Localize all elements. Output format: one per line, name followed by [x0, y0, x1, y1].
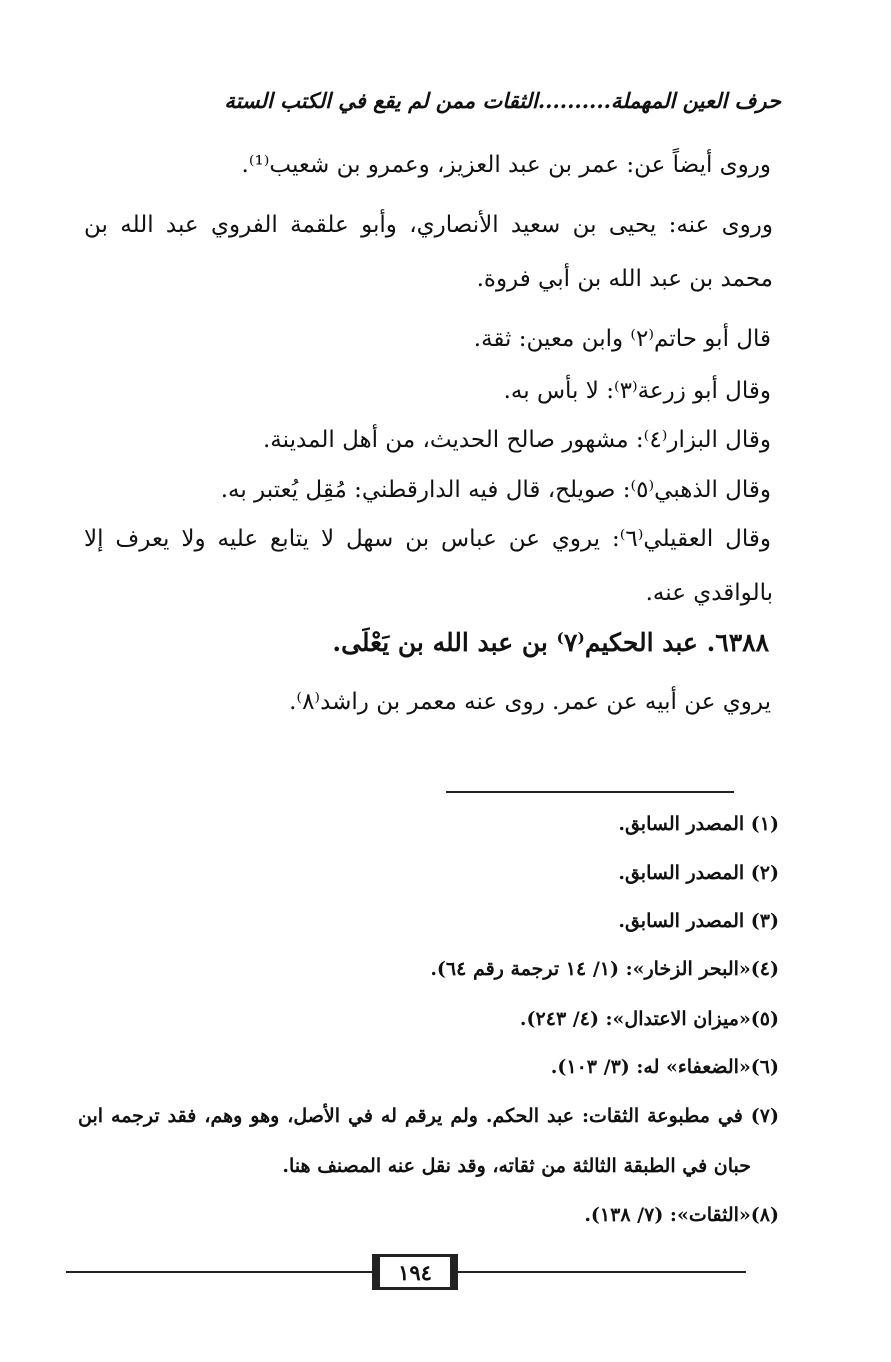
- body-line-6: وقال البزار⁽٤⁾: مشهور صالح الحديث، من أهل المدينة.: [263, 427, 771, 453]
- page-number: ١٩٤: [372, 1254, 458, 1290]
- footnote-6: (٦)«الضعفاء» له: (٣/ ١٠٣).: [550, 1056, 779, 1078]
- body-line-2: وروى عنه: يحيى بن سعيد الأنصاري، وأبو علقمة الفروي عبد الله بن: [84, 212, 773, 238]
- body-line-3: محمد بن عبد الله بن أبي فروة.: [476, 266, 773, 292]
- body-line-10: يروي عن أبيه عن عمر. روى عنه معمر بن راشد⁽٨⁾.: [289, 689, 771, 715]
- body-line-4: قال أبو حاتم⁽٢⁾ وابن معين: ثقة.: [473, 326, 771, 352]
- footnote-7-line-2: حبان في الطبقة الثالثة من ثقاته، وقد نقل عنه المصنف هنا.: [282, 1155, 751, 1177]
- body-line-7: وقال الذهبي⁽٥⁾: صويلح، قال فيه الدارقطني: مُقِل يُعتبر به.: [220, 477, 771, 503]
- entry-heading: [332, 628, 769, 657]
- footnote-2: (٢) المصدر السابق.: [618, 862, 779, 884]
- entry-name: عبد الحكيم⁽٧⁾ بن عبد الله بن يَعْلَى.: [332, 628, 698, 657]
- running-header: حرف العين المهملة..........الثقات ممن لم يقع في الكتب الستة: [224, 88, 781, 113]
- body-line-1: وروى أيضاً عن: عمر بن عبد العزيز، وعمرو بن شعيب⁽¹⁾.: [241, 152, 771, 178]
- body-line-9: بالواقدي عنه.: [645, 580, 773, 606]
- footnote-3: (٣) المصدر السابق.: [618, 910, 779, 932]
- footnote-5: (٥)«ميزان الاعتدال»: (٤/ ٢٤٣).: [519, 1008, 779, 1030]
- body-line-8: وقال العقيلي⁽٦⁾: يروي عن عباس بن سهل لا يتابع عليه ولا يعرف إلا: [84, 526, 771, 552]
- body-line-5: وقال أبو زرعة⁽٣⁾: لا بأس به.: [503, 378, 771, 404]
- footnote-7-line-1: (٧) في مطبوعة الثقات: عبد الحكم. ولم يرقم له في الأصل، وهو وهم، فقد ترجمه ابن: [78, 1105, 779, 1127]
- entry-number: ٦٣٨٨.: [706, 628, 769, 657]
- footnote-4: (٤)«البحر الزخار»: (١/ ١٤ ترجمة رقم ٦٤).: [430, 958, 779, 980]
- footnote-8: (٨)«الثقات»: (٧/ ١٣٨).: [584, 1204, 779, 1226]
- footnote-separator: [446, 791, 734, 793]
- footnote-1: (١) المصدر السابق.: [618, 813, 779, 835]
